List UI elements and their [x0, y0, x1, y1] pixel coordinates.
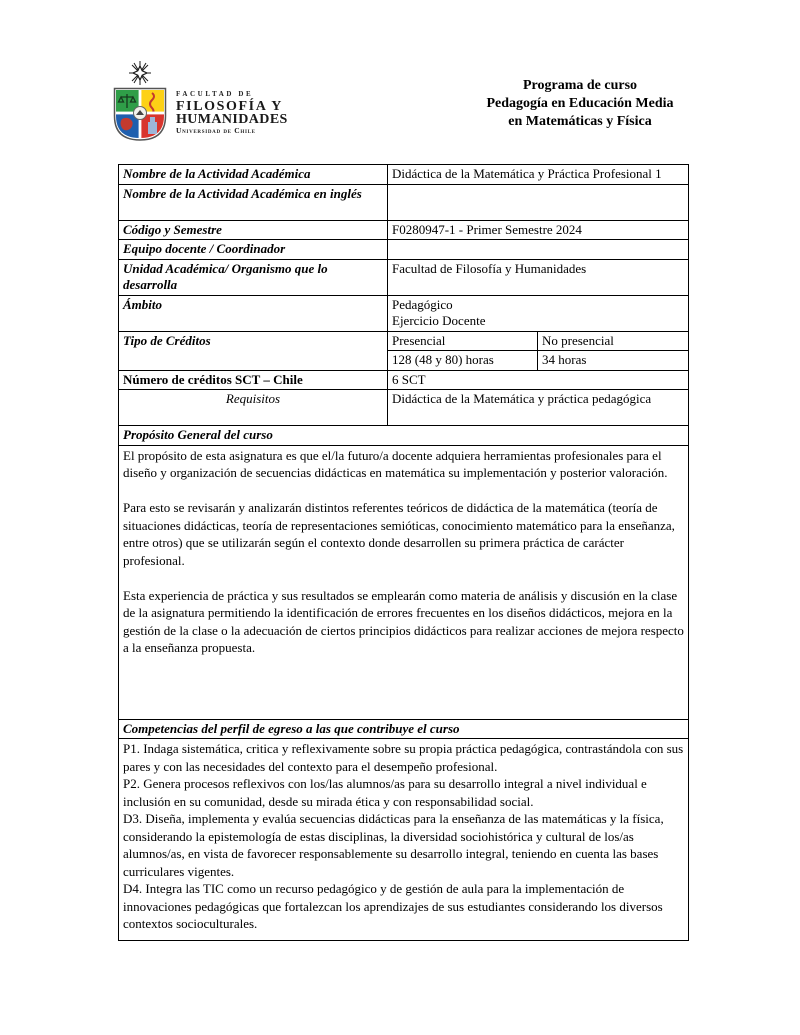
row-value-nombre-ingles — [388, 184, 689, 220]
logo-humanidades-line: HUMANIDADES — [176, 112, 288, 127]
competencia-item: D3. Diseña, implementa y evalúa secuencias didácticas para la enseñanza de las matemáticas y la física, considerando la epistemología de estas disciplinas, la diversidad sociohistórica y cultural de los/as alumnos/as, en vista de favorecer responsablemente su desarrollo integral, teniendo en cuenta las bases curriculares vigentes. — [123, 811, 664, 879]
table-row — [119, 220, 689, 240]
table-row — [119, 331, 689, 351]
table-row — [119, 259, 689, 295]
logo-faculty-line: FACULTAD DE — [176, 90, 254, 98]
row-value-equipo — [388, 240, 689, 260]
document-title-line1: Programa de curso — [522, 78, 638, 93]
row-value-requisitos: Didáctica de la Matemática y práctica pedagógica — [388, 390, 689, 426]
row-label-nombre-ingles: Nombre de la Actividad Académica en inglés — [119, 184, 388, 220]
competencias-section-heading: Competencias del perfil de egreso a las que contribuye el curso — [119, 719, 689, 739]
row-label-tipo-creditos: Tipo de Créditos — [119, 331, 388, 370]
table-row — [119, 445, 689, 719]
document-title-line3: en Matemáticas y Física — [508, 114, 652, 129]
cell-presencial-header: Presencial — [388, 331, 538, 351]
proposito-section-body — [119, 445, 689, 719]
competencia-item: D4. Integra las TIC como un recurso pedagógico y de gestión de aula para la implementación de innovaciones pedagógicas que fortalezcan los aprendizajes de sus estudiantes considerando los diversos contextos socioculturales. — [123, 881, 663, 931]
table-row — [119, 719, 689, 739]
university-logo-text — [176, 90, 366, 135]
table-row — [119, 184, 689, 220]
row-label-sct: Número de créditos SCT – Chile — [119, 370, 388, 390]
row-label-codigo: Código y Semestre — [119, 220, 388, 240]
row-value-unidad: Facultad de Filosofía y Humanidades — [388, 259, 689, 295]
row-value-nombre: Didáctica de la Matemática y Práctica Profesional 1 — [388, 165, 689, 185]
row-value-codigo: F0280947-1 - Primer Semestre 2024 — [388, 220, 689, 240]
course-program-table — [118, 164, 689, 941]
ambito-line1: Pedagógico — [392, 296, 453, 312]
proposito-paragraph: Esta experiencia de práctica y sus resultados se emplearán como materia de análisis y discusión en la clase de la asignatura permitiendo la identificación de errores frecuentes en los diseños didácticos, mejora en la gestión de la clase o la adecuación de ciertos principios didácticos para realizar acciones de mejora respecto a la enseñanza propuesta. — [123, 587, 684, 655]
row-label-equipo: Equipo docente / Coordinador — [119, 240, 388, 260]
table-row — [119, 739, 689, 941]
row-value-ambito — [388, 295, 689, 331]
table-row — [119, 390, 689, 426]
row-label-unidad: Unidad Académica/ Organismo que lo desarrolla — [119, 259, 388, 295]
table-row — [119, 165, 689, 185]
document-title-line2: Pedagogía en Educación Media — [486, 96, 674, 111]
competencia-item: P2. Genera procesos reflexivos con los/las alumnos/as para su desarrollo integral a nivel individual e inclusión en su comunidad, desde su mirada ética y con responsabilidad social. — [123, 776, 647, 809]
competencias-section-body — [119, 739, 689, 941]
table-row — [119, 370, 689, 390]
row-label-nombre: Nombre de la Actividad Académica — [119, 165, 388, 185]
proposito-paragraph: El propósito de esta asignatura es que el/la futuro/a docente adquiera herramientas profesionales para el diseño y organización de secuencias didácticas en matemática su implementación y posterior valoración. — [123, 447, 668, 480]
table-row — [119, 295, 689, 331]
table-row — [119, 426, 689, 446]
cell-no-presencial-value: 34 horas — [538, 351, 689, 371]
university-shield-icon — [108, 60, 172, 142]
row-label-requisitos: Requisitos — [119, 390, 388, 426]
cell-presencial-value: 128 (48 y 80) horas — [388, 351, 538, 371]
university-logo — [108, 60, 368, 142]
logo-filosofia-line: FILOSOFÍA Y — [176, 99, 283, 114]
document-title — [448, 77, 712, 131]
row-value-sct: 6 SCT — [388, 370, 689, 390]
competencia-item: P1. Indaga sistemática, critica y reflexivamente sobre su propia práctica pedagógica, contrastándola con sus pares y con las necesidades del contexto para el desempeño profesional. — [123, 741, 684, 774]
cell-no-presencial-header: No presencial — [538, 331, 689, 351]
table-row — [119, 240, 689, 260]
row-label-ambito: Ámbito — [119, 295, 388, 331]
ambito-line2: Ejercicio Docente — [392, 313, 486, 328]
proposito-paragraph: Para esto se revisarán y analizarán distintos referentes teóricos de didáctica de la matemática (teoría de situaciones didácticas, teoría de representaciones semióticas, conocimiento matemático para la enseñanza, entre otros) que se utilizarán según el contexto donde desarrollen su primera práctica de carácter profesional. — [123, 500, 675, 568]
logo-university-line: Universidad de Chile — [176, 126, 256, 135]
proposito-section-heading: Propósito General del curso — [119, 426, 689, 446]
